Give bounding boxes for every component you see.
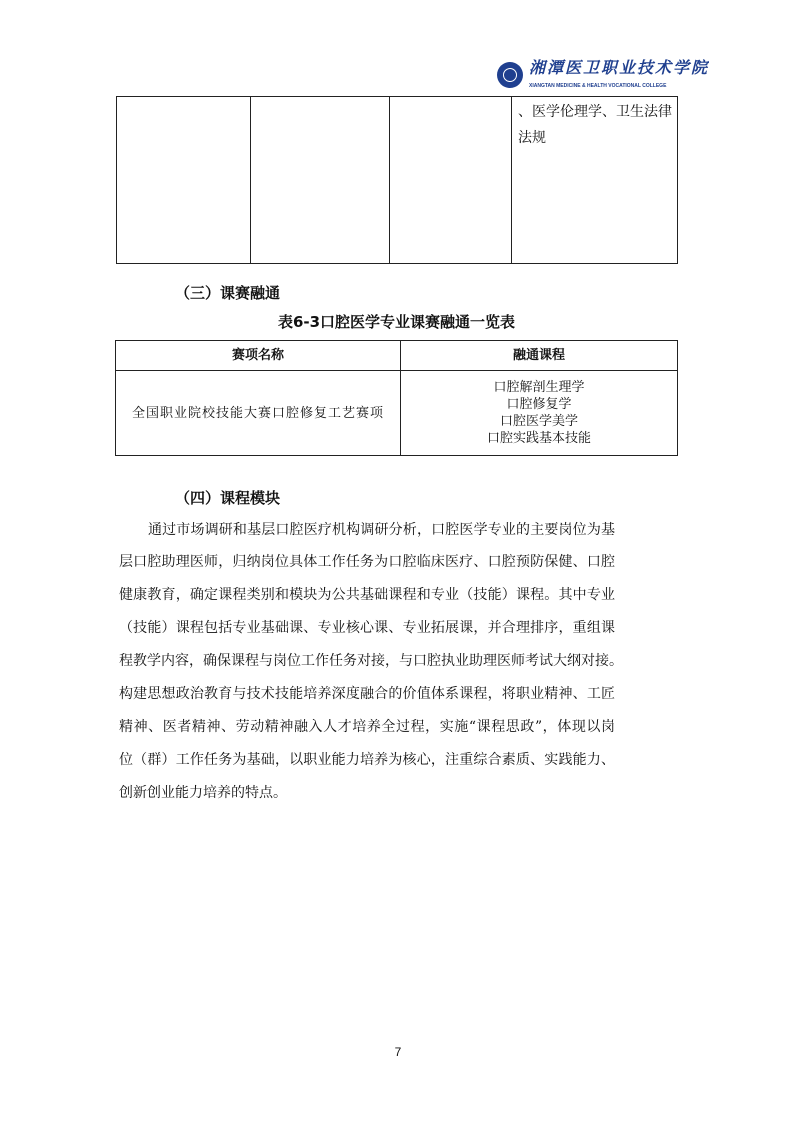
column-header: 融通课程 (401, 341, 678, 371)
table-cell (512, 97, 678, 264)
cell-text: 法规 (518, 130, 546, 146)
paragraph-line: 通过市场调研和基层口腔医疗机构调研分析，口腔医学专业的主要岗位为基 (148, 522, 615, 538)
cell-text: 、医学伦理学、卫生法律 (518, 104, 672, 120)
competition-course-table (115, 340, 678, 456)
courses-cell (401, 371, 678, 456)
course-item: 口腔修复学 (506, 397, 572, 412)
table-caption: 表6-3口腔医学专业课赛融通一览表 (277, 313, 516, 331)
paragraph-line: 精神、医者精神、劳动精神融入人才培养全过程，实施“课程思政”，体现以岗 (119, 719, 615, 735)
logo-english-name: XIANGTAN MEDICINE & HEALTH VOCATIONAL COLLEGE (529, 83, 667, 89)
table-cell (390, 97, 512, 264)
college-emblem-icon (497, 62, 523, 88)
paragraph-line: 构建思想政治教育与技术技能培养深度融合的价值体系课程，将职业精神、工匠 (119, 686, 615, 702)
column-header: 赛项名称 (116, 341, 401, 371)
table-header-row (116, 341, 678, 371)
table-cell (117, 97, 251, 264)
table-row (117, 97, 678, 264)
paragraph-line: 健康教育，确定课程类别和模块为公共基础课程和专业（技能）课程。其中专业 (119, 587, 615, 603)
logo-chinese-name: 湘潭医卫职业技术学院 (529, 58, 710, 77)
course-item: 口腔医学美学 (499, 414, 578, 429)
table-row (116, 371, 678, 456)
paragraph-line: 创新创业能力培养的特点。 (119, 785, 287, 801)
paragraph-line: 层口腔助理医师，归纳岗位具体工作任务为口腔临床医疗、口腔预防保健、口腔 (119, 554, 615, 570)
course-item: 口腔解剖生理学 (493, 380, 585, 395)
college-logo (497, 58, 710, 94)
course-item: 口腔实践基本技能 (486, 431, 591, 446)
table-cell (251, 97, 390, 264)
paragraph-line: 位（群）工作任务为基础，以职业能力培养为核心，注重综合素质、实践能力、 (119, 752, 615, 768)
section-heading: （四）课程模块 (175, 489, 281, 507)
section-heading: （三）课赛融通 (175, 284, 281, 302)
page-number: 7 (394, 1045, 402, 1059)
continued-table (116, 96, 678, 264)
paragraph-line: （技能）课程包括专业基础课、专业核心课、专业拓展课，并合理排序，重组课 (119, 620, 615, 636)
paragraph-line: 程教学内容，确保课程与岗位工作任务对接，与口腔执业助理医师考试大纲对接。 (119, 653, 623, 669)
competition-name: 全国职业院校技能大赛口腔修复工艺赛项 (116, 371, 401, 456)
